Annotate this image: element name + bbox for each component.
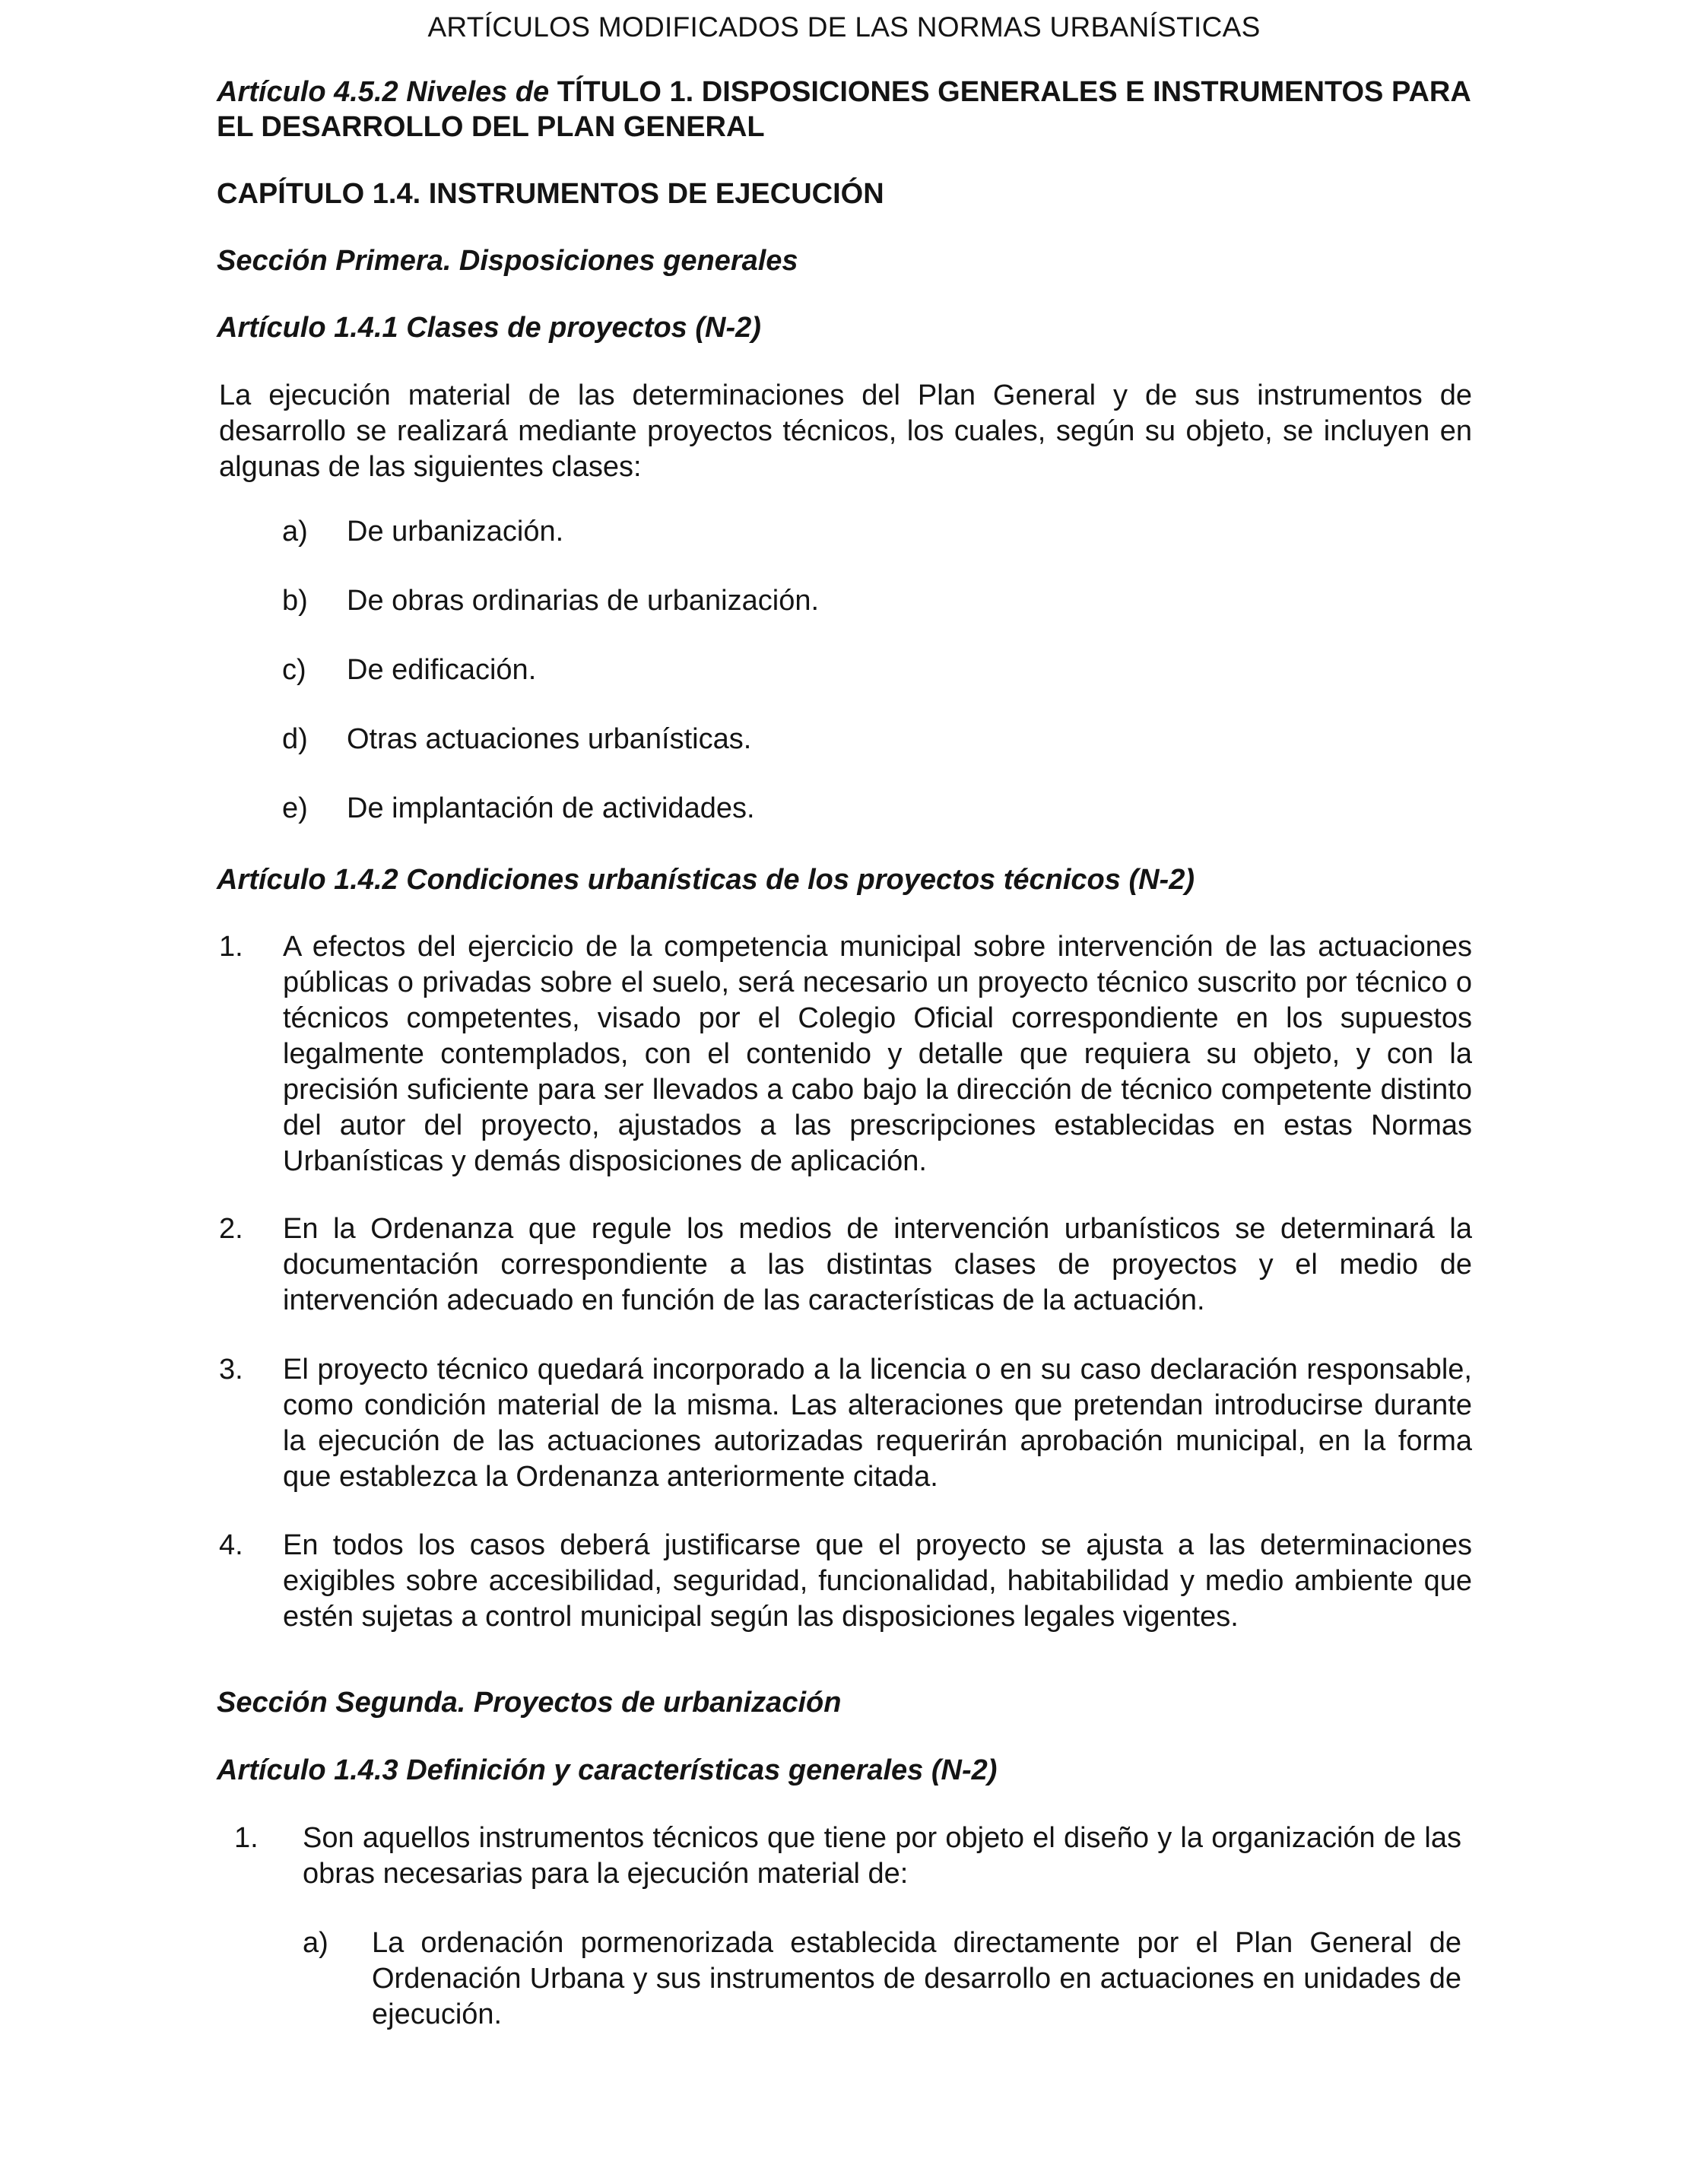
numbered-item-text: En la Ordenanza que regule los medios de intervención urbanísticos se determinará la documentación correspondiente a las distintas clases de proyectos y el medio de intervención adecuado en función de las características de la actuación. bbox=[283, 1213, 1472, 1316]
numbered-item-label: 1. bbox=[219, 931, 243, 963]
numbered-item-text: Son aquellos instrumentos técnicos que tiene por objeto el diseño y la organización de las obras necesarias para la ejecución material de: bbox=[303, 1822, 1461, 1890]
chapter-heading: CAPÍTULO 1.4. INSTRUMENTOS DE EJECUCIÓN bbox=[217, 178, 884, 210]
sub-item-label: a) bbox=[303, 1927, 328, 1959]
article-heading-prefix: Artículo 4.5.2 Niveles de bbox=[217, 76, 550, 108]
list-item-label: a) bbox=[282, 516, 308, 548]
list-item-label: e) bbox=[282, 792, 308, 824]
numbered-item-label: 4. bbox=[219, 1529, 243, 1561]
list-item-text: De implantación de actividades. bbox=[347, 792, 755, 824]
article-1-4-2-list bbox=[0, 929, 1688, 1633]
sub-item-text: La ordenación pormenorizada establecida directamente por el Plan General de Ordenación Urbana y sus instrumentos de desarrollo en actuaciones en unidades de ejecución. bbox=[372, 1927, 1461, 2030]
numbered-item-label: 2. bbox=[219, 1213, 243, 1245]
numbered-item-text: El proyecto técnico quedará incorporado a la licencia o en su caso declaración responsable, como condición material de la misma. Las alteraciones que pretendan introducirse durante la ejecución de las actuaciones autorizadas requerirán aprobación municipal, en la forma que establezca la Ordenanza anteriormente citada. bbox=[283, 1354, 1472, 1493]
numbered-item-text: En todos los casos deberá justificarse que el proyecto se ajusta a las determinaciones exigibles sobre accesibilidad, seguridad, funcionalidad, habitabilidad y medio ambiente que estén sujetas a control municipal según las disposiciones legales vigentes. bbox=[283, 1529, 1472, 1633]
list-item-text: Otras actuaciones urbanísticas. bbox=[347, 723, 752, 755]
list-item-text: De edificación. bbox=[347, 654, 537, 686]
numbered-item-label: 1. bbox=[234, 1822, 259, 1854]
list-item-label: b) bbox=[282, 585, 308, 617]
article-1-4-1-list bbox=[0, 514, 1688, 833]
list-item-label: d) bbox=[282, 723, 308, 755]
section-heading-primera: Sección Primera. Disposiciones generales bbox=[217, 245, 798, 277]
numbered-item-label: 3. bbox=[219, 1354, 243, 1386]
list-item-text: De obras ordinarias de urbanización. bbox=[347, 585, 820, 617]
article-1-4-1-title: Artículo 1.4.1 Clases de proyectos (N-2) bbox=[217, 312, 761, 344]
list-item-label: c) bbox=[282, 654, 306, 686]
title-heading-line2: EL DESARROLLO DEL PLAN GENERAL bbox=[217, 111, 765, 143]
running-header: ARTÍCULOS MODIFICADOS DE LAS NORMAS URBANÍSTICAS bbox=[427, 11, 1261, 43]
article-1-4-2-title: Artículo 1.4.2 Condiciones urbanísticas de los proyectos técnicos (N-2) bbox=[217, 864, 1195, 896]
title-heading-line1: TÍTULO 1. DISPOSICIONES GENERALES E INSTRUMENTOS PARA bbox=[549, 76, 1471, 108]
numbered-item-text: A efectos del ejercicio de la competencia municipal sobre intervención de las actuaciones públicas o privadas sobre el suelo, será necesario un proyecto técnico suscrito por técnico o técnicos competentes, visado por el Colegio Oficial correspondiente en los supuestos legalmente contemplados, con el contenido y detalle que requiera su objeto, y con la precisión suficiente para ser llevados a cabo bajo la dirección de técnico competente distinto del autor del proyecto, ajustados a las prescripciones establecidas en estas Normas Urbanísticas y demás disposiciones de aplicación. bbox=[283, 931, 1472, 1177]
list-item-text: De urbanización. bbox=[347, 516, 564, 548]
article-1-4-1-intro: La ejecución material de las determinaciones del Plan General y de sus instrumentos de desarrollo se realizará mediante proyectos técnicos, los cuales, según su objeto, se incluyen en algunas de las siguientes clases: bbox=[219, 379, 1472, 483]
section-heading-segunda: Sección Segunda. Proyectos de urbanización bbox=[217, 1687, 842, 1719]
article-1-4-3-title: Artículo 1.4.3 Definición y características generales (N-2) bbox=[217, 1754, 998, 1786]
article-heading bbox=[217, 75, 1479, 110]
